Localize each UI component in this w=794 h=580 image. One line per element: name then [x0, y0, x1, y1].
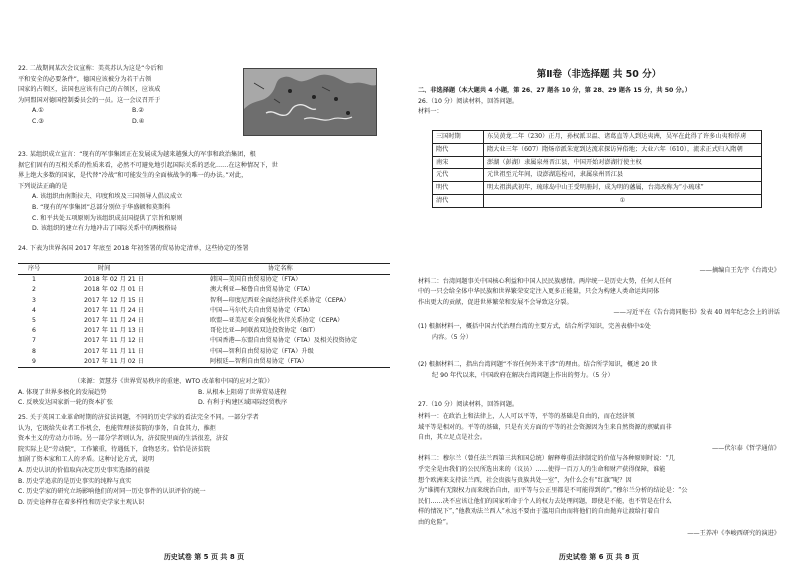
- q23-line: 23. 某组织成立宣言：“现有的军事集团正在发展成为越来越强大的军事和政治集团，根: [18, 151, 256, 158]
- page-footer: 历史试卷 第 6 页 共 8 页: [558, 553, 640, 561]
- q24-option-b[interactable]: B. 从根本上阻碍了世界贸易进程: [198, 388, 287, 396]
- q26-sub2-line: (2) 根据材料二，指出台湾问题“不容任何外来干涉”的理由。结合所学知识，概述 20 世: [418, 361, 658, 368]
- q27-material2-source: ——王养冲《李峻西研究的演进》: [687, 529, 780, 537]
- cell-event: 澎湖（彭湖）隶属泉州晋江县，中国开始对澎湖行使主权: [484, 156, 762, 169]
- q25-line: 25. 关于英国工业革命时期的济贫法问题，不同的历史学家的看法完全不同。一部分学者: [18, 414, 259, 421]
- q25-option-a[interactable]: A. 历史认识的价值取向决定历史事实选择的前提: [18, 466, 150, 474]
- q26-material2-line: 作出更大的贡献，促进世界繁荣和发展不会导致这分裂。: [418, 298, 573, 306]
- cell-agreement: 哥伦比亚—阿联酋双边投资协定（BIT）: [210, 327, 319, 335]
- left-page: [18, 0, 390, 580]
- cell-agreement: 澳大利亚—秘鲁自由贸易协定（FTA）: [210, 286, 314, 294]
- q26-stem: 26.（10 分）阅读材料，回答问题。: [418, 97, 519, 105]
- q26-material1-label: 材料一：: [418, 108, 443, 116]
- cell-index: 7: [32, 337, 36, 345]
- question-26-sub1: [418, 322, 780, 343]
- q22-option-b[interactable]: B.②: [132, 107, 144, 115]
- cell-agreement: 中国香港—东盟自由贸易协定（FTA）及相关投资协定: [210, 337, 358, 345]
- q26-sub1-line: (1) 根据材料一，概括中国古代治理台湾的主要方式，结合所学知识，完善表格中①处: [418, 323, 651, 330]
- question-26-sub2: [418, 360, 780, 381]
- cell-index: 5: [32, 317, 36, 325]
- europe-map-image: [243, 68, 377, 136]
- cell-era: 南宋: [433, 156, 484, 169]
- q23-line: 界上绝大多数的国家，是代替“冷战”和可能发生的全面核战争的唯一的办法。”对此，: [18, 172, 248, 180]
- table-row: [18, 326, 390, 336]
- question-22: [18, 64, 240, 128]
- table-row: [433, 143, 762, 156]
- cell-era: 隋代: [433, 143, 484, 156]
- cell-date: 2018 年 02 月 21 日: [84, 276, 144, 284]
- q27-material2-line: 想个欧洲来支持法兰西，社会贵族与贵族共处一室”，为什么会有“红旗”呢？因: [418, 476, 632, 484]
- table-row: [18, 316, 390, 326]
- table-row: [18, 296, 390, 306]
- cell-era: 元代: [433, 169, 484, 182]
- cell-index: 4: [32, 306, 36, 314]
- cell-agreement: 中国—马尔代夫自由贸易协定（FTA）: [210, 306, 314, 314]
- q25-line: 院实际上是“劳动院”，工作繁重，待遇低下，食物恶劣。恰恰是济贫院: [18, 445, 211, 453]
- right-page: [418, 0, 780, 580]
- q27-material2-line: 由的危险”。: [418, 518, 453, 526]
- question-26-head: [418, 86, 780, 118]
- q25-line: 加剧了资本家和工人的矛盾。这种讨论方式，说明: [18, 456, 155, 464]
- table-row: [18, 357, 390, 368]
- taiwan-governance-table: [432, 130, 762, 208]
- q23-option-d[interactable]: D. 该组织的建立有力地冲击了国际关系中的两极格局: [32, 225, 177, 233]
- table-row: [18, 347, 390, 357]
- q24-source: （来源：贺慧芬《世界贸易秩序的重建、WTO 改革和中国的应对之策》）: [74, 378, 274, 385]
- cell-event: 隋大业三年（607）隋炀帝派朱宽到达流求探访异俗地；大业六年（610），流求正式归入隋朝: [484, 143, 762, 156]
- q27-material2-line: 民们……决不应该让他们的国家听命于个人的权力去处理问题，即使是不能，也不管是在什么: [418, 497, 672, 505]
- q24-options: [18, 388, 390, 399]
- q27-material2-line: 样的情况下”，”他教劝法兰西人“永远不要由于滥用自由而将他们的自由抛弃让渡给打着自: [418, 508, 660, 516]
- q27-material1-line: 自由，其立足点是社会。: [418, 434, 487, 442]
- cell-date: 2017 年 11 月 24 日: [84, 317, 144, 325]
- cell-event: 东吴黄龙二年（230）正月，孙权派卫温、诸葛直等人到达夷洲，吴军在此得了许多山夷和俘虏: [484, 131, 762, 144]
- question-26-materials: [418, 266, 780, 319]
- question-24-stem: [18, 244, 390, 255]
- cell-index: 9: [18, 357, 70, 368]
- table-row: [433, 131, 762, 144]
- table-row: [18, 275, 390, 286]
- cell-date: 2017 年 12 月 15 日: [84, 296, 144, 304]
- question-25: [18, 413, 390, 508]
- q24-options: [18, 398, 390, 409]
- cell-date: 2017 年 11 月 13 日: [84, 327, 144, 335]
- trade-agreements-table: [18, 263, 390, 368]
- cell-index: 1: [32, 276, 36, 284]
- table-row: [433, 194, 762, 207]
- europe-map-icon: [244, 69, 376, 135]
- q22-line: 平和安全的必要条件”，德国应该被分为若干占领: [18, 75, 152, 83]
- col-header-agreement: 协定名称: [208, 264, 390, 275]
- question-23: [18, 150, 390, 235]
- cell-index: 6: [32, 327, 36, 335]
- cell-event: 元世祖至元年间，设澎湖巡检司，隶属泉州晋江县: [484, 169, 762, 182]
- question-27-materials: [418, 412, 780, 539]
- q22-option-c[interactable]: C.③: [32, 117, 44, 125]
- q23-option-c[interactable]: C. 和平共处五项原则为该组织成员国提供了宗旨和原则: [32, 214, 183, 222]
- q26-sub1-line: 内容。（5 分）: [432, 333, 472, 341]
- q27-material1-source: ——伏尔泰《哲学通信》: [711, 444, 780, 452]
- q25-line: 资本主义的劳动力市场。另一部分学者则认为，济贫院里面的生活很差，济贫: [18, 435, 229, 443]
- cell-date: 2018 年 02 月 01 日: [84, 286, 144, 294]
- cell-event: 明太祖洪武初年，琉球岛中山王受明册封，成为明的藩属，台湾改称为“小琉球”: [484, 182, 762, 195]
- q23-line: 下列说法正确的是: [18, 182, 68, 190]
- q22-options: [18, 117, 240, 128]
- table-row: [433, 156, 762, 169]
- q27-material2-line: 为“谁拥有无限权力而来统治自由，而平等与公正里都是不可能得到的”。”穆尔兰分析的结论是：“公: [418, 487, 688, 495]
- cell-era: 清代: [433, 194, 484, 207]
- cell-agreement: 欧盟—亚美尼亚全面强化伙伴关系协定（CEPA）: [210, 317, 344, 325]
- part-two-title: 第Ⅱ卷（非选择题 共 50 分）: [536, 69, 662, 80]
- cell-date: 2017 年 11 月 11 日: [84, 347, 144, 355]
- table-row: [18, 306, 390, 316]
- q26-table-source: ——摘编自王先宇《台湾史》: [699, 267, 780, 274]
- cell-agreement: 中国—智利自由贸易协定（FTA）升级: [210, 347, 314, 355]
- cell-answer-blank[interactable]: ①: [484, 194, 762, 207]
- q27-material1-line: 域平等是相对的。平等的基础，只是有关方面的平等的社会资源因为生来自然资源的禀赋而非: [418, 423, 672, 431]
- cell-date: 2017 年 11 月 02 日: [70, 357, 208, 368]
- q27-material2-line: 乎完全是由我们的公民所选出来的（议员）……使得一百万人的生命和财产获得保障，谁能: [418, 465, 666, 473]
- q23-line: 据它们固有的互相关系的性质来看，必然不可避免地引起国际关系的恶化……在这种情况下，世: [18, 161, 278, 169]
- col-header-date: 时间: [70, 264, 208, 275]
- cell-agreement: 阿根廷—智利自由贸易协定（FTA）: [208, 357, 390, 368]
- section-title: 二、非选择题（本大题共 4 小题，第 26、27 题各 10 分，第 28、29 题各 15 分，共 50 分。）: [418, 87, 691, 94]
- cell-era: 三国时期: [433, 131, 484, 144]
- q23-option-b[interactable]: B. “现有的军事集团”总部分别位于华盛顿和莫斯科: [32, 203, 171, 211]
- q26-material2-line: 材料二：台湾问题事关中国核心利益和中国人民民族感情。两岸统一是历史大势，任何人任何: [418, 277, 672, 285]
- q24-stem: 24. 下表为世界各国 2017 年底至 2018 年初签署的贸易协定清单，这些协定的签署: [18, 245, 249, 252]
- q25-option-b[interactable]: B. 历史学追求的是历史事实的纯粹与真实: [18, 477, 132, 485]
- q22-line: 22. 二战期间某次会议宣称：美英苏认为这是“今后和: [18, 65, 163, 72]
- cell-agreement: 智利—印度尼西亚全面经济伙伴关系协定（CEPA）: [210, 296, 350, 304]
- q26-sub2-line: 纪 90 年代以来，中国政府在解决台湾问题上作出的努力。（5 分）: [432, 371, 614, 379]
- q26-material2-line: 中的一只会给全体中华民族和世界繁荣安定注入更多正能量，只会为构建人类命运共同体: [418, 288, 660, 296]
- q27-stem: 27.（10 分）阅读材料，回答问题。: [418, 401, 519, 408]
- q26-material2-source: ——习近平在《告台湾同胞书》发表 40 周年纪念会上的讲话: [613, 309, 780, 317]
- table-row: [18, 336, 390, 346]
- col-header-index: 序号: [18, 264, 70, 275]
- cell-date: 2017 年 11 月 24 日: [84, 306, 144, 314]
- question-27: [418, 400, 780, 411]
- table-row: [433, 169, 762, 182]
- cell-date: 2017 年 11 月 12 日: [84, 337, 144, 345]
- q25-option-c[interactable]: C. 历史学家的研究立场影响他们的对同一历史事件的认识评价的统一: [18, 488, 206, 496]
- page-footer: 历史试卷 第 5 页 共 8 页: [163, 553, 245, 561]
- q22-option-d[interactable]: D.④: [132, 117, 145, 125]
- q27-material2-line: 材料二：穆尔兰（曾任法兰西第三共和国总统）解释尊重法律制定的价值与各种原则时说：“几: [418, 455, 675, 463]
- q22-line: 为同盟国对德国控制委员会的一员。这一会议召开于: [18, 96, 161, 104]
- cell-index: 3: [32, 296, 36, 304]
- q23-option-a[interactable]: A. 该组织由南斯拉夫、印度和埃及三国领导人倡议成立: [32, 193, 183, 201]
- q25-option-d[interactable]: D. 历史诠释存在着多样性和历史学家主观认识: [18, 498, 145, 506]
- cell-era: 明代: [433, 182, 484, 195]
- question-24-tail: [18, 377, 390, 409]
- cell-index: 8: [32, 347, 36, 355]
- cell-agreement: 韩国—美国自由贸易协定（FTA）: [210, 276, 302, 284]
- table-row: [18, 285, 390, 295]
- q22-options: [18, 106, 240, 117]
- cell-index: 2: [32, 286, 36, 294]
- table-row: [433, 182, 762, 195]
- q24-option-d[interactable]: D. 有利于构建区域国际经贸秩序: [198, 399, 288, 407]
- q22-option-a[interactable]: A.①: [32, 107, 44, 115]
- q25-line: 认为，它既给失业者工作机会，也能管理济贫院的事务，自食其力，推拒: [18, 424, 216, 432]
- q27-material1-line: 材料一：在政治上和法律上，人人可以平等，平等的基础是自由的，而在经济领: [418, 413, 635, 420]
- q22-line: 国家的占领区，法国也应该有自己的占领区，应该成: [18, 86, 161, 94]
- q24-option-c[interactable]: C. 反映发达国家新一轮的资本扩张: [18, 399, 113, 407]
- q24-option-a[interactable]: A. 体现了世界多极化的发展趋势: [18, 388, 107, 396]
